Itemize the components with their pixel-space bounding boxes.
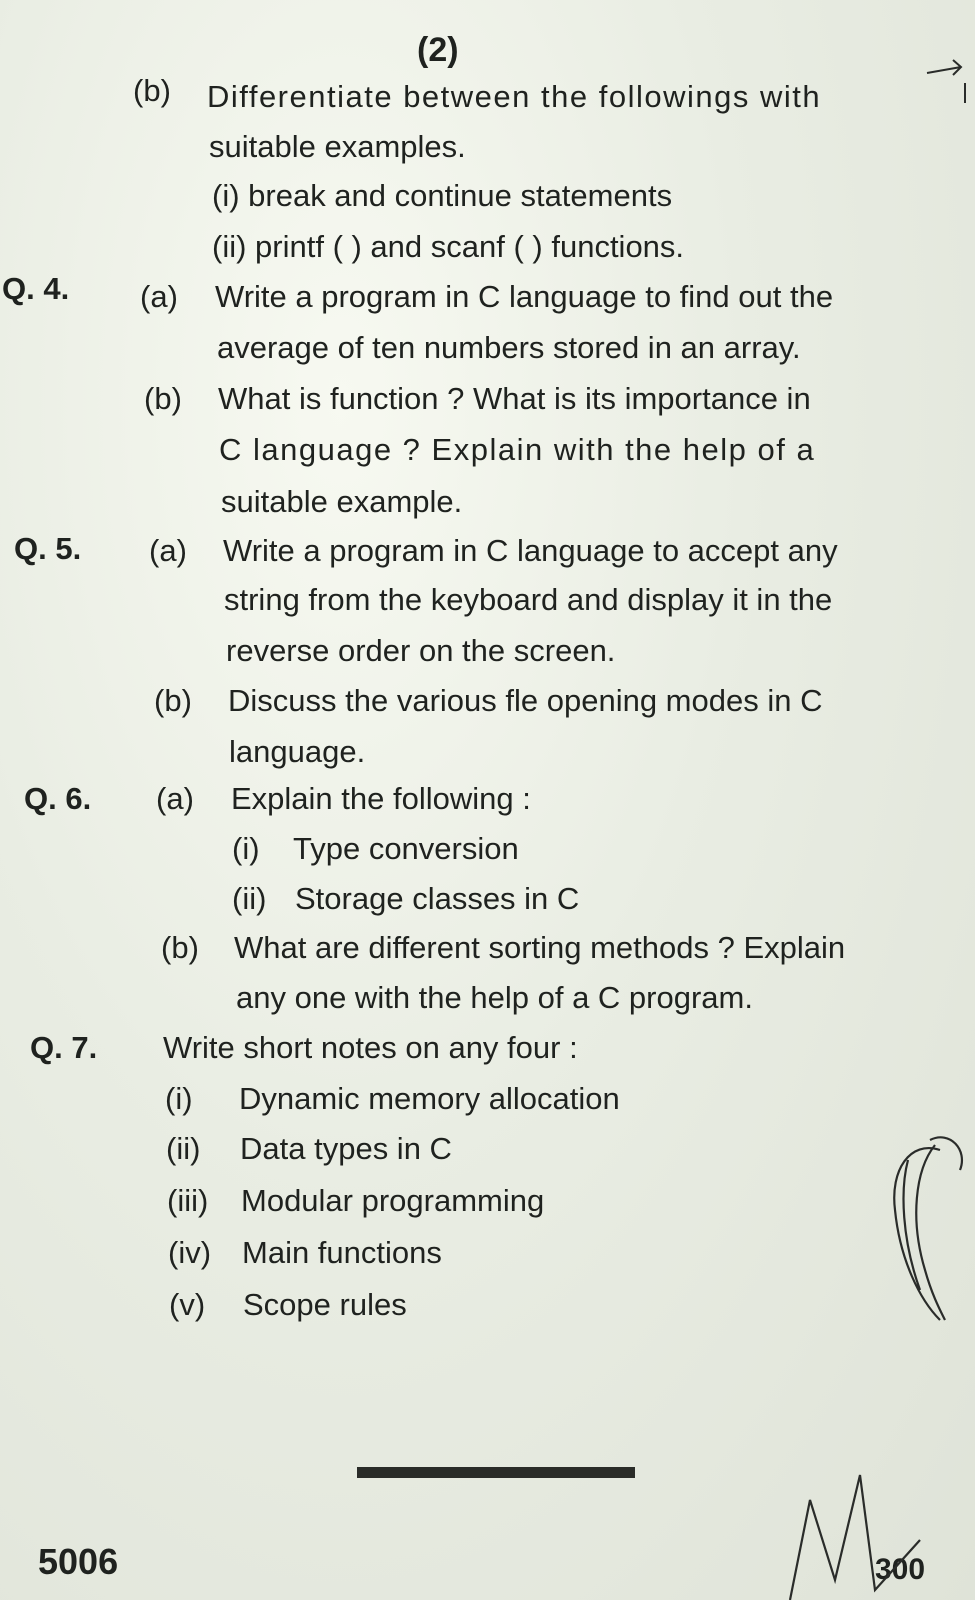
q7-item-2-text: Data types in C <box>240 1131 452 1166</box>
q4-b-line3: suitable example. <box>221 484 463 519</box>
q6-a-text: Explain the following : <box>231 781 531 816</box>
q6-a-item-1-text: Type conversion <box>293 831 519 866</box>
q7-item-1-text: Dynamic memory allocation <box>239 1081 620 1116</box>
q6-a-label: (a) <box>156 781 194 816</box>
paper-code: 5006 <box>38 1541 119 1582</box>
q5-b-line2: language. <box>229 734 366 769</box>
q6-b-line2: any one with the help of a C program. <box>236 980 753 1015</box>
q4-a-line2: average of ten numbers stored in an array. <box>217 330 801 365</box>
q6-a-item-2-label: (ii) <box>232 881 267 916</box>
q5-a-line2: string from the keyboard and display it in the <box>224 582 833 617</box>
q6-a-item-1-label: (i) <box>232 831 260 866</box>
q5-b-label: (b) <box>154 683 192 718</box>
q3-b-item-2: (ii) printf ( ) and scanf ( ) functions. <box>212 229 685 264</box>
signature-mark <box>780 1460 930 1600</box>
q7-number: Q. 7. <box>30 1030 98 1065</box>
q7-item-4-label: (iv) <box>168 1235 212 1270</box>
q4-a-line1: Write a program in C language to find out the <box>215 279 834 314</box>
q4-number: Q. 4. <box>2 271 70 306</box>
corner-number: 300 <box>875 1553 926 1586</box>
q6-b-line1: What are different sorting methods ? Explain <box>234 930 846 965</box>
q5-number: Q. 5. <box>14 531 82 566</box>
q3-b-text-line2: suitable examples. <box>209 129 466 164</box>
q6-a-item-2-text: Storage classes in C <box>295 881 580 916</box>
arrow-mark <box>925 55 970 105</box>
q7-item-2-label: (ii) <box>166 1131 201 1166</box>
q3-b-text-line1: Differentiate between the followings with <box>207 79 822 114</box>
pen-scribble <box>880 1130 970 1330</box>
q4-b-line1: What is function ? What is its importance in <box>218 381 811 416</box>
q7-text: Write short notes on any four : <box>163 1030 578 1065</box>
q7-item-3-label: (iii) <box>167 1183 209 1218</box>
q5-a-label: (a) <box>149 533 187 568</box>
q7-item-5-text: Scope rules <box>243 1287 407 1322</box>
q7-item-1-label: (i) <box>165 1081 193 1116</box>
q3-b-label: (b) <box>133 73 171 108</box>
page-number: (2) <box>417 31 459 69</box>
end-of-paper-rule <box>357 1467 635 1478</box>
q5-a-line1: Write a program in C language to accept any <box>223 533 838 568</box>
q5-b-line1: Discuss the various fle opening modes in C <box>228 683 823 718</box>
q4-b-label: (b) <box>144 381 182 416</box>
q3-b-item-1: (i) break and continue statements <box>212 178 673 213</box>
q4-a-label: (a) <box>140 279 178 314</box>
q6-b-label: (b) <box>161 930 199 965</box>
q7-item-4-text: Main functions <box>242 1235 442 1270</box>
q5-a-line3: reverse order on the screen. <box>226 633 616 668</box>
q4-b-line2: C language ? Explain with the help of a <box>219 432 816 467</box>
q7-item-5-label: (v) <box>169 1287 206 1322</box>
q7-item-3-text: Modular programming <box>241 1183 545 1218</box>
q6-number: Q. 6. <box>24 781 92 816</box>
